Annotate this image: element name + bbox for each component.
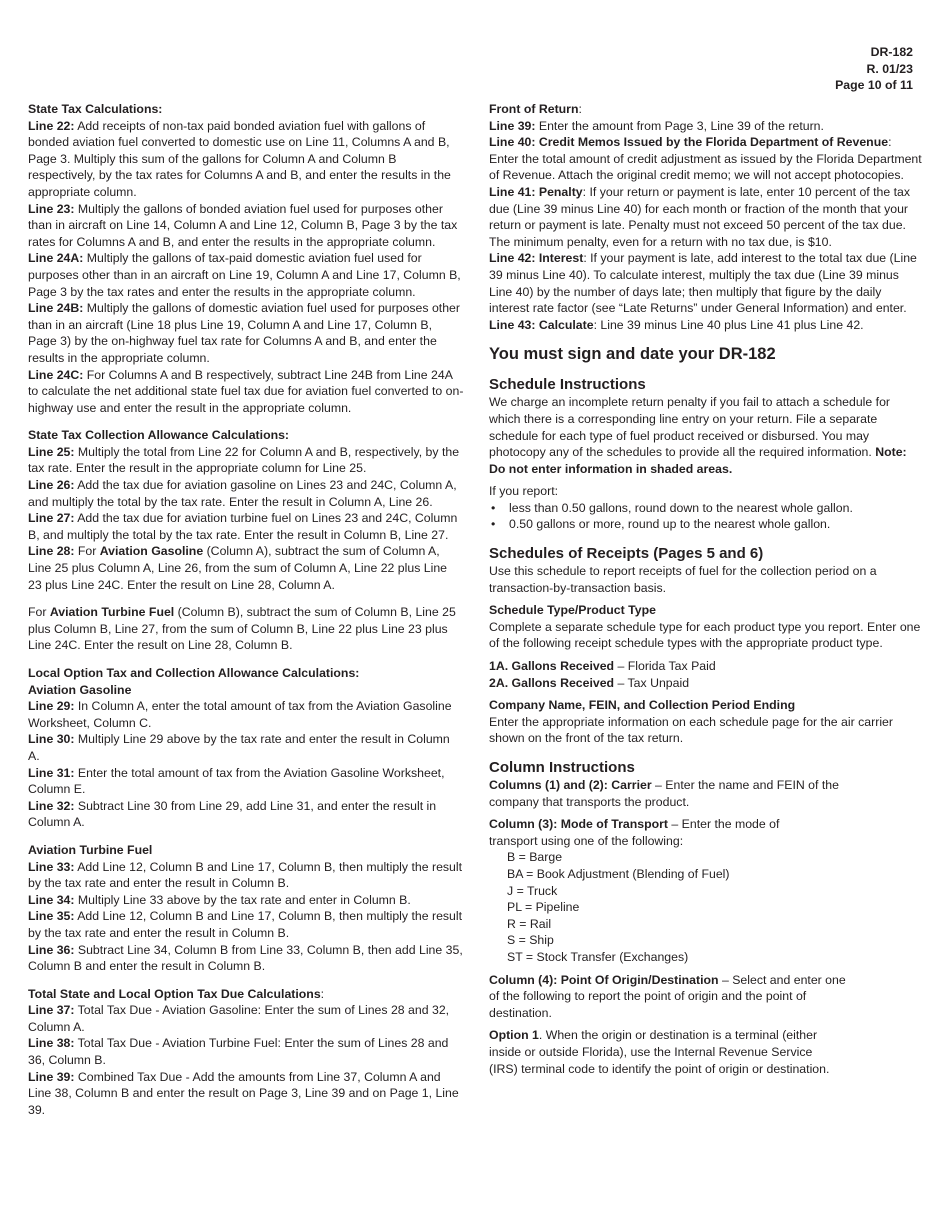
line-31: Line 31: Enter the total amount of tax from the Aviation Gasoline Worksheet, Column E. bbox=[28, 765, 445, 797]
line-30: Line 30: Multiply Line 29 above by the tax rate and enter the result in Column A. bbox=[28, 732, 450, 763]
line-39-left: Line 39: Combined Tax Due - Add the amounts from Line 37, Column A and Line 38, Column B and enter the result on Page 3, Line 39 and on Page 1, Line 39. bbox=[28, 1069, 459, 1117]
aviation-gasoline-subtitle: Aviation Gasoline bbox=[28, 682, 132, 697]
report-intro: If you report: bbox=[489, 484, 559, 499]
columns-1-2: Columns (1) and (2): Carrier – Enter the name and FEIN of the company that transports the product. bbox=[489, 778, 839, 809]
list-item: • less than 0.50 gallons, round down to the nearest whole gallon. bbox=[489, 500, 923, 517]
company-title: Company Name, FEIN, and Collection Period Ending bbox=[489, 698, 796, 713]
column-3: Column (3): Mode of Transport – Enter the mode of transport using one of the following: bbox=[489, 817, 780, 848]
allowance-title: State Tax Collection Allowance Calculations: bbox=[28, 428, 290, 443]
line-38: Line 38: Total Tax Due - Aviation Turbine Fuel: Enter the sum of Lines 28 and 36, Column B. bbox=[28, 1036, 449, 1068]
line-37: Line 37: Total Tax Due - Aviation Gasoline: Enter the sum of Lines 28 and 32, Column A. bbox=[28, 1003, 450, 1034]
state-tax-title: State Tax Calculations: bbox=[28, 102, 163, 116]
type-2a: 2A. Gallons Received – Tax Unpaid bbox=[489, 675, 690, 690]
list-item: J = Truck bbox=[507, 883, 558, 898]
front-line-42: Line 42: Interest: If your payment is late, add interest to the total tax due (Line 39 minus Line 40). To calculate interest, multiply the tax due (Line 39 minus Line 40) by the number of days late; then multiply that figure by the daily interest rate factor (see “Late Returns” under General Information) and enter. bbox=[489, 251, 917, 316]
line-24b: Line 24B: Multiply the gallons of domestic aviation fuel used for purposes other than in an aircraft (Line 18 plus Line 19, Column A and Line 17, Column B, Page 3) by the on-highway fuel tax rate for Columns A and B, and enter the results in the appropriate column. bbox=[28, 301, 460, 365]
line-24a: Line 24A: Multiply the gallons of tax-paid domestic aviation fuel used for purposes other than in an aircraft on Line 19, Column A and Line 17, Column B, Page 3 by the tax rates and enter the results in the appropriate column. bbox=[28, 251, 461, 299]
line-35: Line 35: Add Line 12, Column B and Line 17, Column B, then multiply the result by the tax rate and enter the result in Column B. bbox=[28, 909, 463, 940]
front-of-return-title: Front of Return: bbox=[489, 102, 582, 116]
schedule-instructions-text: We charge an incomplete return penalty if you fail to attach a schedule for which there is a corresponding line entry on your return. File a separate schedule for each type of fuel product received or disbursed. You may photocopy any of the schedules to provide all the required information. Note: Do not enter information in shaded areas. bbox=[489, 395, 907, 476]
column-4: Column (4): Point Of Origin/Destination – Select and enter one of the following to report the point of origin and the point of destination. bbox=[489, 972, 846, 1020]
line-26: Line 26: Add the tax due for aviation gasoline on Lines 23 and 24C, Column A, and multiply the total by the tax rate. Enter the result in Column A, Line 26. bbox=[28, 478, 457, 509]
schedule-instructions-heading: Schedule Instructions bbox=[489, 376, 646, 394]
line-23: Line 23: Multiply the gallons of bonded aviation fuel used for purposes other than in aircraft on Line 14, Column A and Line 12, Column B, Page 3 by the tax rates for Columns A and B, and enter the results in the appropriate column. bbox=[28, 201, 458, 249]
form-number: DR-182 bbox=[870, 45, 913, 59]
front-line-39: Line 39: Enter the amount from Page 3, Line 39 of the return. bbox=[489, 118, 824, 133]
aviation-turbine-title: Aviation Turbine Fuel bbox=[28, 842, 153, 857]
type-1a: 1A. Gallons Received – Florida Tax Paid bbox=[489, 659, 716, 674]
line-36: Line 36: Subtract Line 34, Column B from Line 33, Column B, then add Line 35, Column B and enter the result in Column B. bbox=[28, 942, 463, 974]
page-number: Page 10 of 11 bbox=[835, 78, 913, 93]
column-instructions-heading: Column Instructions bbox=[489, 759, 635, 776]
transport-modes bbox=[489, 849, 923, 965]
line-28: Line 28: For Aviation Gasoline (Column A), subtract the sum of Column A, Line 25 plus Column A, Line 26, from the sum of Column A, Line 22 plus Line 23 plus Line 24C. Enter the result on Line 28, Column A. bbox=[28, 544, 448, 592]
list-item: ST = Stock Transfer (Exchanges) bbox=[507, 949, 689, 964]
total-due-title: Total State and Local Option Tax Due Calculations: bbox=[28, 986, 325, 1001]
line-29: Line 29: In Column A, enter the total amount of tax from the Aviation Gasoline Worksheet, Column C. bbox=[28, 699, 452, 730]
local-option-title: Local Option Tax and Collection Allowance Calculations: bbox=[28, 666, 360, 680]
schedule-type-title: Schedule Type/Product Type bbox=[489, 603, 656, 618]
receipts-heading: Schedules of Receipts (Pages 5 and 6) bbox=[489, 545, 764, 563]
list-item: BA = Book Adjustment (Blending of Fuel) bbox=[507, 866, 730, 881]
left-column bbox=[28, 101, 464, 1118]
line-33: Line 33: Add Line 12, Column B and Line 17, Column B, then multiply the result by the tax rate and enter the result in Column B. bbox=[28, 859, 463, 891]
line-27: Line 27: Add the tax due for aviation turbine fuel on Lines 23 and 24C, Column B, and multiply the total by the tax rate. Enter the result in Column B, Line 27. bbox=[28, 511, 458, 542]
line-24c: Line 24C: For Columns A and B respectively, subtract Line 24B from Line 24A to calculate the net additional state fuel tax due for aviation fuel converted to on-highway use and enter the result in the appropriate column. bbox=[28, 367, 464, 415]
list-item: PL = Pipeline bbox=[507, 900, 580, 915]
front-line-40: Line 40: Credit Memos Issued by the Florida Department of Revenue: Enter the total amount of credit adjustment as issued by the Florida Department of Revenue. Attach the original credit memo; we will not accept photocopies. bbox=[489, 135, 922, 183]
sign-heading: You must sign and date your DR-182 bbox=[489, 345, 776, 364]
list-item: B = Barge bbox=[507, 850, 563, 865]
list-item: S = Ship bbox=[507, 933, 554, 948]
front-line-41: Line 41: Penalty: If your return or payment is late, enter 10 percent of the tax due (Line 39 minus Line 40) for each month or fraction of the month that your return or payment is late. Penalty must not exceed 50 percent of the tax due. The minimum penalty, even for a return with no tax due, is $10. bbox=[489, 184, 911, 249]
line-22: Line 22: Add receipts of non-tax paid bonded aviation fuel with gallons of bonded aviation fuel converted to domestic use on Line 11, Columns A and B, Page 3. Multiply this sum of the gallons for Column A and Column B respectively, by the tax rates for Columns A and B, and enter the results in the appropriate column. bbox=[28, 118, 451, 199]
company-text: Enter the appropriate information on each schedule page for the air carrier shown on the front of the tax return. bbox=[489, 714, 893, 746]
page-header bbox=[835, 44, 913, 94]
form-revision: R. 01/23 bbox=[866, 61, 913, 76]
rounding-list bbox=[489, 500, 923, 533]
right-column bbox=[489, 101, 923, 1077]
option-1: Option 1. When the origin or destination is a terminal (either inside or outside Florida), use the Internal Revenue Service (IRS) terminal code to identify the point of origin or destination. bbox=[489, 1028, 830, 1076]
list-item: R = Rail bbox=[507, 916, 552, 931]
line-32: Line 32: Subtract Line 30 from Line 29, add Line 31, and enter the result in Column A. bbox=[28, 798, 437, 830]
line-25: Line 25: Multiply the total from Line 22 for Column A and B, respectively, by the tax rate. Enter the result in the appropriate column for Line 25. bbox=[28, 444, 460, 476]
front-line-43: Line 43: Calculate: Line 39 minus Line 40 plus Line 41 plus Line 42. bbox=[489, 317, 864, 332]
line-34: Line 34: Multiply Line 33 above by the tax rate and enter in Column B. bbox=[28, 892, 411, 907]
list-item: • 0.50 gallons or more, round up to the nearest whole gallon. bbox=[489, 516, 923, 533]
schedule-type-text: Complete a separate schedule type for each product type you report. Enter one of the following receipt schedule types with the appropriate product type. bbox=[489, 619, 921, 651]
receipts-text: Use this schedule to report receipts of fuel for the collection period on a transaction-by-transaction basis. bbox=[489, 564, 877, 595]
turbine-paragraph: For Aviation Turbine Fuel (Column B), subtract the sum of Column B, Line 25 plus Column B, Line 27, from the sum of Column B, Line 22 plus Line 23 plus Line 24C. Enter the result on Line 28, Column B. bbox=[28, 605, 456, 653]
